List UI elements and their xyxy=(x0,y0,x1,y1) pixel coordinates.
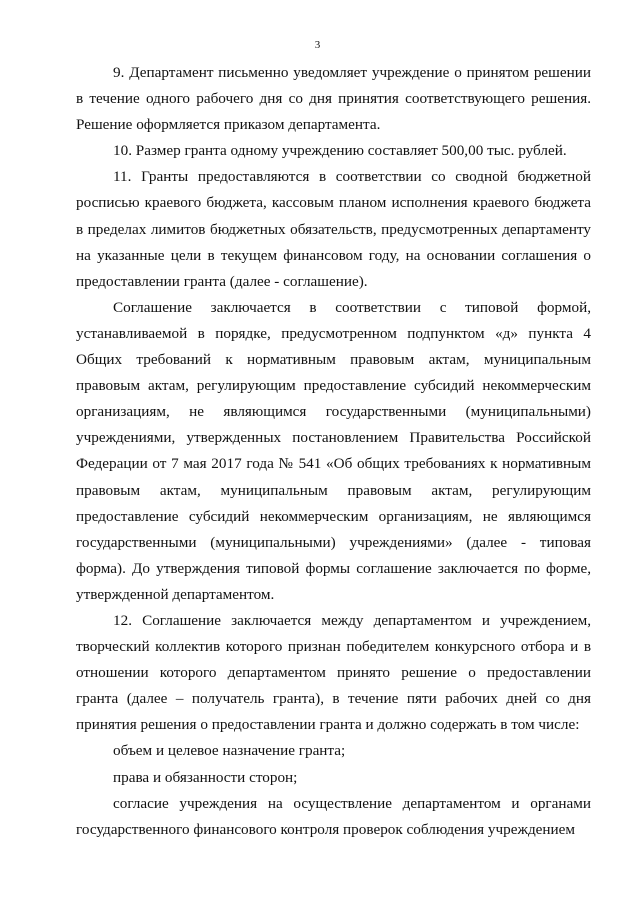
page-number: 3 xyxy=(314,39,321,51)
list-item-rights-obligations: права и обязанности сторон; xyxy=(113,768,298,786)
paragraph-item-9: 9. Департамент письменно уведомляет учреждение о принятом решении в течение одного рабочего дня со дня принятия соответствующего решения. Решение оформляется приказом департамента. xyxy=(76,64,591,134)
paragraph-item-10: 10. Размер гранта одному учреждению составляет 500,00 тыс. рублей. xyxy=(113,142,567,160)
document-body xyxy=(76,60,591,843)
paragraph-item-11: 11. Гранты предоставляются в соответствии со сводной бюджетной росписью краевого бюджета, кассовым планом исполнения краевого бюджета в пределах лимитов бюджетных обязательств, предусмотренных департаменту на указанные цели в текущем финансовом году, на основании соглашения о предоставлении гранта (далее - соглашение). xyxy=(76,168,591,290)
paragraph-consent: согласие учреждения на осуществление департаментом и органами государственного финансового контроля проверок соблюдения учреждением xyxy=(76,794,591,838)
paragraph-agreement-form: Соглашение заключается в соответствии с типовой формой, устанавливаемой в порядке, предусмотренном подпунктом «д» пункта 4 Общих требований к нормативным правовым актам, муниципальным правовым актам, регулирующим предоставление субсидий некоммерческим организациям, не являющимся государственными (муниципальными) учреждениями, утвержденных постановлением Правительства Российской Федерации от 7 мая 2017 года № 541 «Об общих требованиях к нормативным правовым актам, муниципальным правовым актам, регулирующим предоставление субсидий некоммерческим организациям, не являющимся государственными (муниципальными) учреждениями» (далее - типовая форма). До утверждения типовой формы соглашение заключается по форме, утвержденной департаментом. xyxy=(76,298,591,603)
list-item-grant-volume: объем и целевое назначение гранта; xyxy=(113,742,346,760)
paragraph-item-12: 12. Соглашение заключается между департаментом и учреждением, творческий коллектив которого признан победителем конкурсного отбора и в отношении которого департаментом принято решение о предоставлении гранта (далее – получатель гранта), в течение пяти рабочих дней со дня принятия решения о предоставлении гранта и должно содержать в том числе: xyxy=(76,611,591,734)
